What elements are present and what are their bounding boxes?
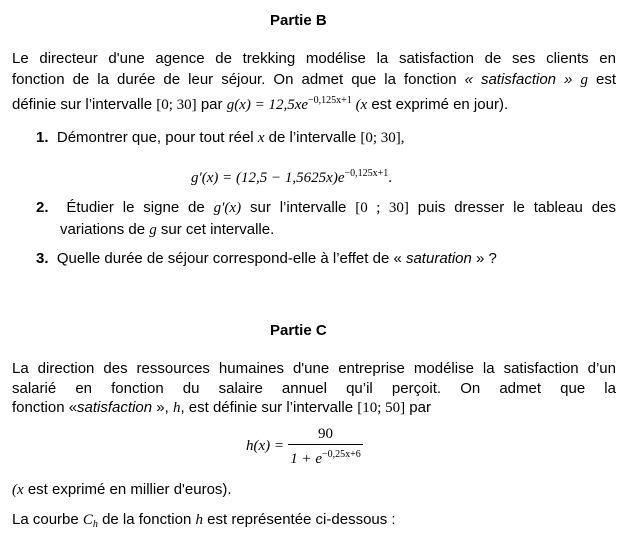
text: par — [405, 399, 431, 416]
text: définie sur l’intervalle — [12, 96, 157, 113]
part-c-heading: Partie C — [270, 322, 327, 339]
question-number: 3. — [36, 250, 49, 267]
g-formula: g(x) = 12,5xe — [226, 97, 309, 113]
h-lhs: h(x) = — [246, 438, 285, 454]
text: variations de — [60, 221, 150, 238]
var-g: g — [149, 222, 157, 238]
curve-subscript: h — [92, 519, 98, 530]
question-2-line1 — [36, 197, 616, 219]
part-c-intro-line2: salarié en fonction du salaire annuel qu’il perçoit. On admet que la — [12, 380, 616, 397]
text: », — [152, 399, 173, 416]
var-h: h — [172, 400, 181, 416]
h-fraction — [288, 424, 363, 469]
question-1 — [36, 127, 405, 149]
exponent: −0,25x+6 — [321, 449, 361, 460]
text: sur cet intervalle. — [156, 221, 275, 238]
interval: [0; 30] — [156, 97, 197, 113]
numerator: 90 — [288, 424, 363, 445]
var-g: g — [580, 72, 588, 88]
interval: [10; 50] — [357, 400, 406, 416]
text: de l’intervalle — [264, 129, 361, 146]
text: , est définie sur l’intervalle — [180, 399, 358, 416]
text: est exprimé en jour). — [367, 96, 509, 113]
text: est exprimé en millier d'euros). — [23, 481, 232, 498]
g-prime: g′(x) — [213, 200, 242, 216]
period: . — [388, 170, 393, 186]
curve-symbol: C — [82, 512, 93, 528]
text: est — [587, 71, 616, 88]
interval: [0; 30], — [360, 130, 405, 146]
text: est représentée ci-dessous : — [202, 511, 396, 528]
satisfaction-quote: « satisfaction » — [464, 71, 573, 88]
exponent: −0,125x+1 — [308, 95, 352, 106]
var-x: (x — [12, 482, 24, 498]
part-b-intro-line2 — [12, 69, 616, 91]
saturation-word: saturation — [405, 250, 472, 267]
question-number: 2. — [36, 199, 49, 216]
satisfaction-word: satisfaction — [77, 399, 153, 416]
var-x: x — [257, 130, 265, 146]
denominator — [288, 445, 363, 469]
part-b-heading: Partie B — [270, 12, 327, 29]
part-c-intro-line1: La direction des ressources humaines d'une entreprise modélise la satisfaction d’un — [12, 360, 616, 377]
derivative-formula — [191, 163, 392, 189]
text: par — [196, 96, 227, 113]
part-b-intro-line3 — [12, 90, 508, 116]
text: Démontrer que, pour tout réel — [56, 129, 258, 146]
unit-note — [12, 479, 232, 501]
text: puis dresser le tableau des — [408, 199, 616, 216]
var-h: h — [195, 512, 203, 528]
text: sur l’intervalle — [241, 199, 356, 216]
part-b-intro-line1: Le directeur d'une agence de trekking modélise la satisfaction de ses clients en — [12, 50, 616, 67]
part-c-intro-line3 — [12, 397, 431, 419]
var-x: (x — [351, 97, 368, 113]
den-base: 1 + e — [290, 451, 322, 467]
question-2-line2 — [36, 219, 616, 241]
text: Étudier le signe de — [66, 199, 214, 216]
h-formula — [246, 424, 363, 469]
text: fonction « — [12, 399, 78, 416]
text: de la fonction — [97, 511, 196, 528]
curve-sentence — [12, 509, 396, 535]
question-3 — [36, 248, 497, 269]
exponent: −0,125x+1 — [344, 168, 389, 179]
text: fonction de la durée de leur séjour. On admet que la fonction — [12, 71, 465, 88]
interval: [0 ; 30] — [355, 200, 409, 216]
question-number: 1. — [36, 129, 49, 146]
text: » ? — [471, 250, 497, 267]
text: Quelle durée de séjour correspond-elle à l’effet de « — [56, 250, 406, 267]
g-prime-formula: g′(x) = (12,5 − 1,5625x)e — [191, 170, 345, 186]
question-2 — [36, 197, 616, 241]
text: La courbe — [12, 511, 83, 528]
